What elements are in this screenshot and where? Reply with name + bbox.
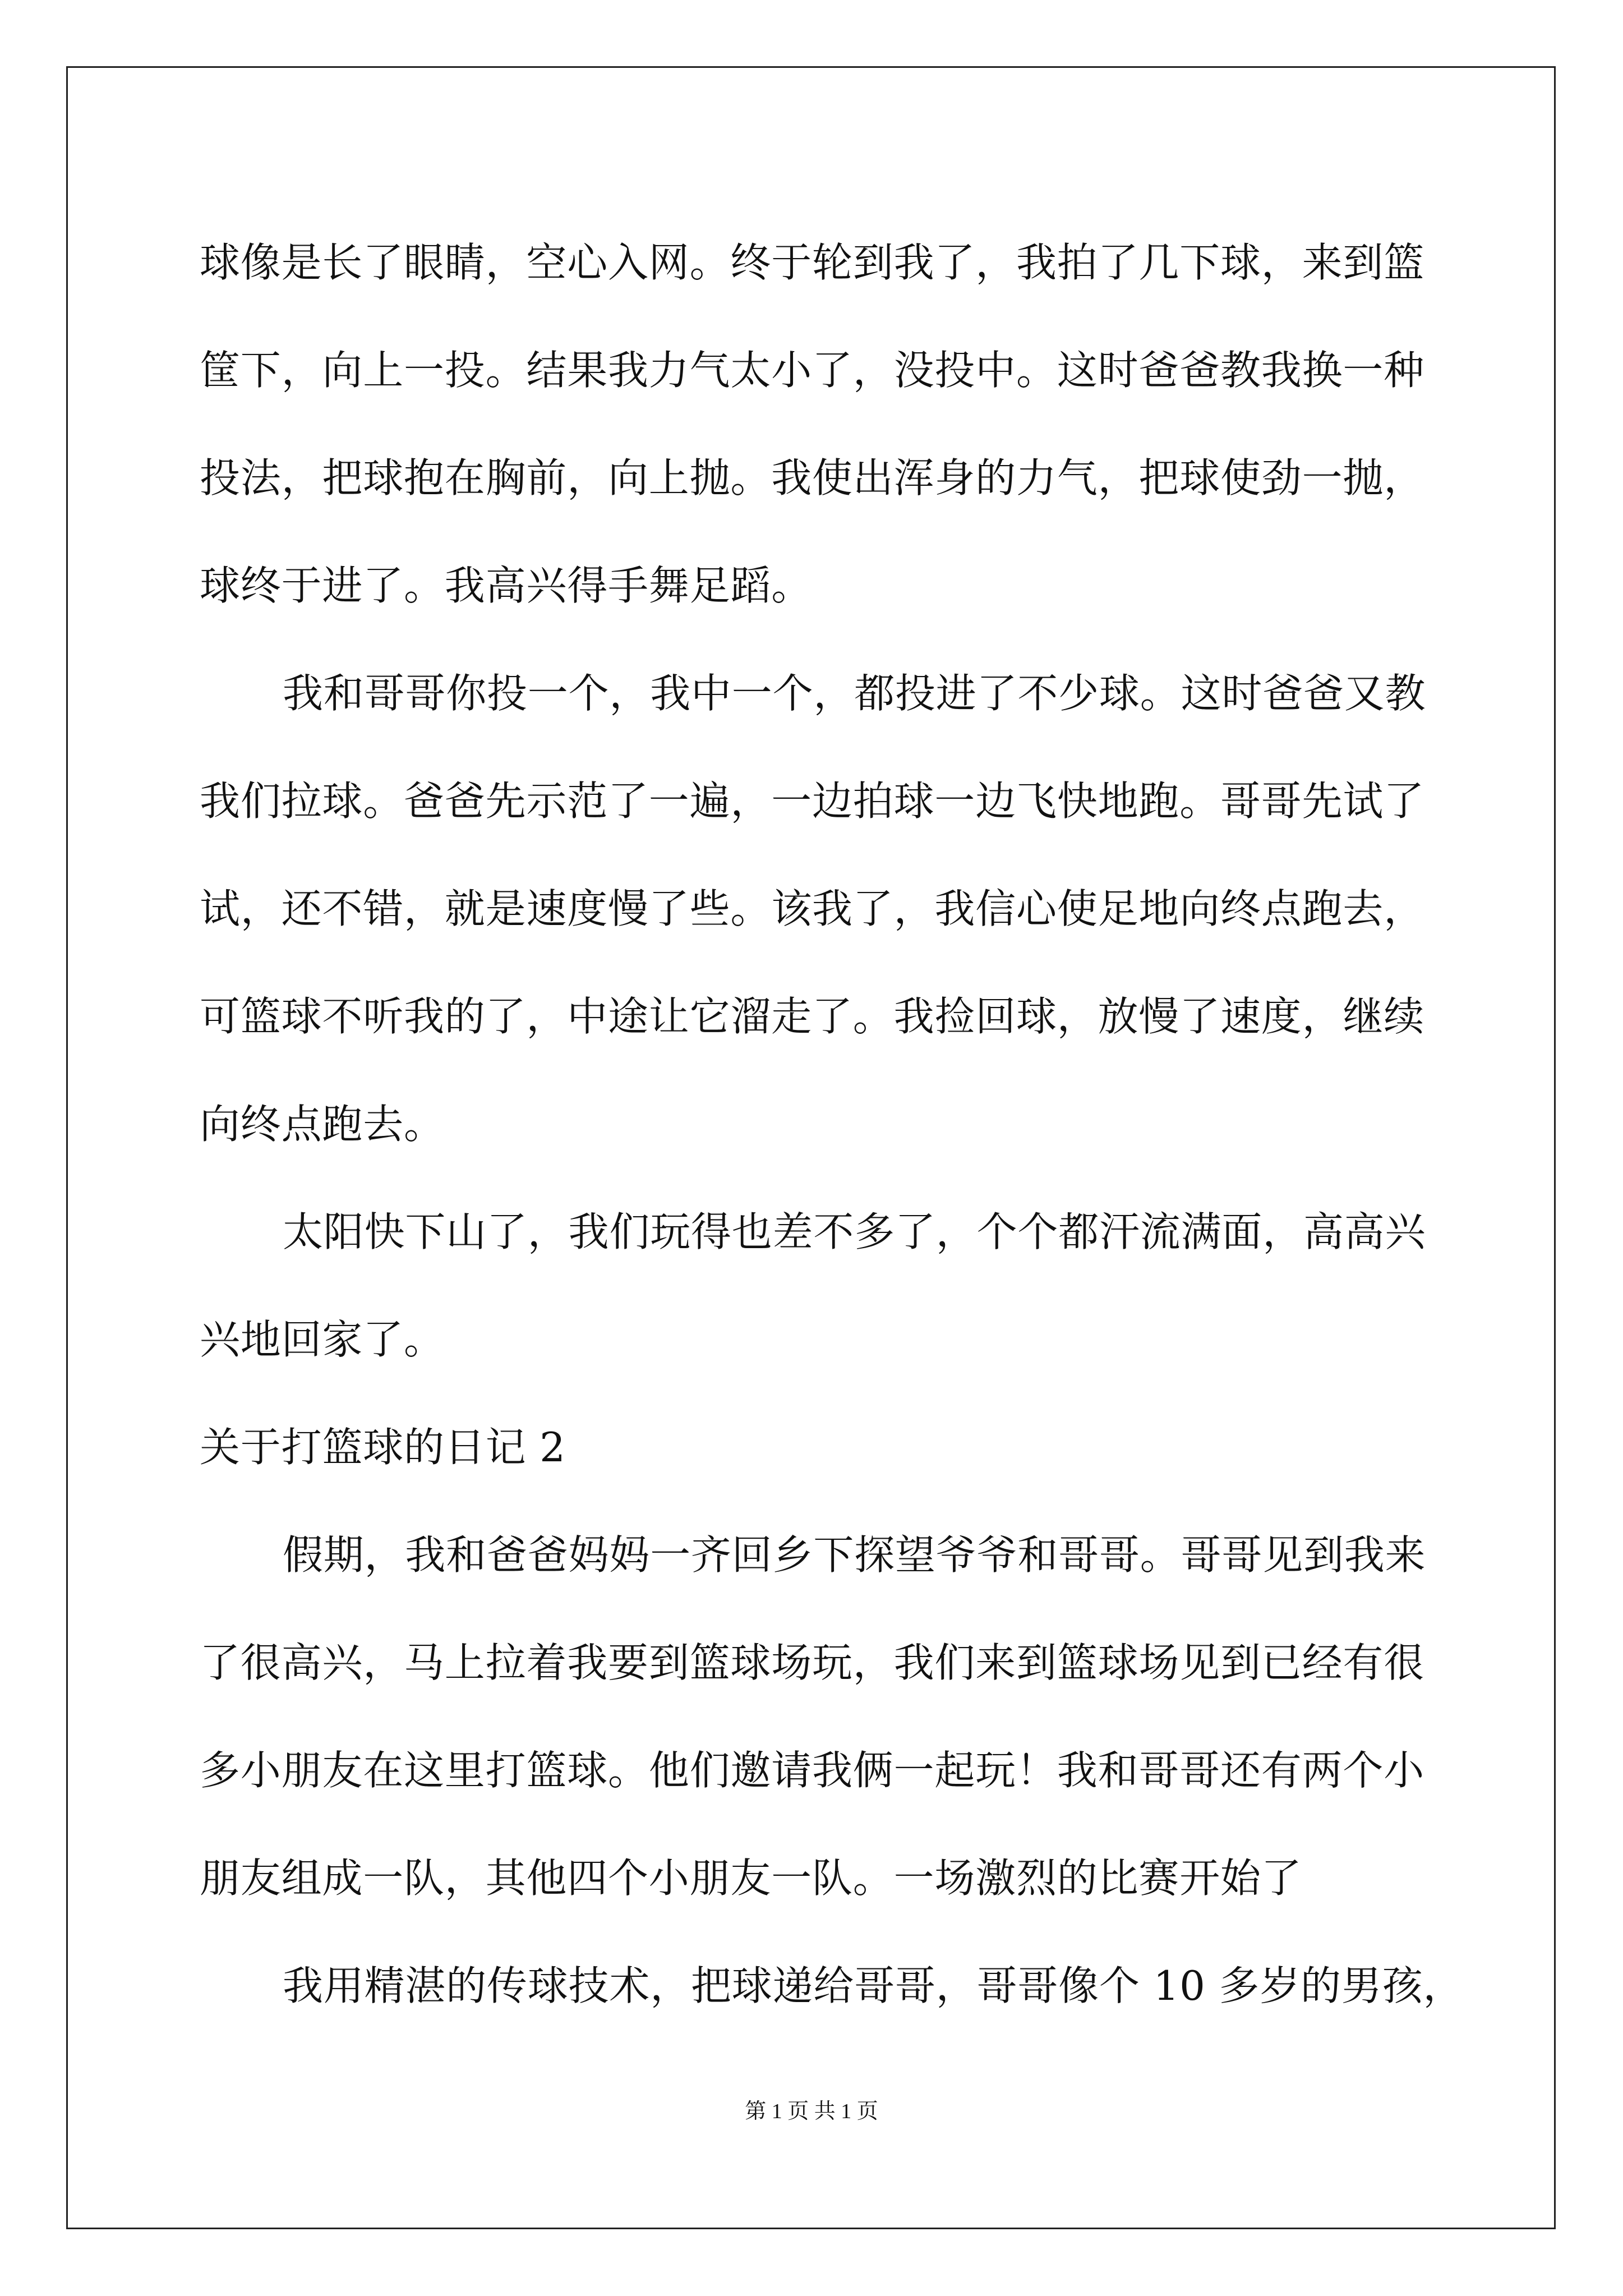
paragraph-first-line: 太阳快下山了，我们玩得也差不多了，个个都汗流满面，高高兴	[283, 1208, 1426, 1255]
paragraph-first-line: 我用精湛的传球技术，把球递给哥哥，哥哥像个 10 多岁的男孩，	[283, 1962, 1464, 2009]
text-line: 试，还不错，就是速度慢了些。该我了，我信心使足地向终点跑去，	[200, 885, 1425, 932]
text-line: 兴地回家了。	[200, 1316, 445, 1363]
text-line: 我们拉球。爸爸先示范了一遍，一边拍球一边飞快地跑。哥哥先试了	[200, 777, 1425, 825]
text-line: 球终于进了。我高兴得手舞足蹈。	[200, 562, 813, 609]
text-line: 筐下，向上一投。结果我力气太小了，没投中。这时爸爸教我换一种	[200, 347, 1425, 394]
text-line: 向终点跑去。	[200, 1101, 445, 1148]
text-line: 多小朋友在这里打篮球。他们邀请我俩一起玩！我和哥哥还有两个小	[200, 1747, 1425, 1794]
section-heading: 关于打篮球的日记 2	[200, 1424, 566, 1471]
text-line: 了很高兴，马上拉着我要到篮球场玩，我们来到篮球场见到已经有很	[200, 1639, 1425, 1686]
paragraph-first-line: 假期，我和爸爸妈妈一齐回乡下探望爷爷和哥哥。哥哥见到我来	[283, 1531, 1426, 1579]
text-line: 可篮球不听我的了，中途让它溜走了。我捡回球，放慢了速度，继续	[200, 993, 1425, 1040]
page-footer: 第 1 页 共 1 页	[745, 2100, 878, 2123]
text-line: 朋友组成一队，其他四个小朋友一队。一场激烈的比赛开始了	[200, 1855, 1302, 1902]
text-line: 球像是长了眼睛，空心入网。终于轮到我了，我拍了几下球，来到篮	[200, 239, 1425, 286]
document-body	[200, 209, 1464, 2040]
paragraph-first-line: 我和哥哥你投一个，我中一个，都投进了不少球。这时爸爸又教	[283, 670, 1426, 717]
text-line: 投法，把球抱在胸前，向上抛。我使出浑身的力气，把球使劲一抛，	[200, 454, 1425, 501]
